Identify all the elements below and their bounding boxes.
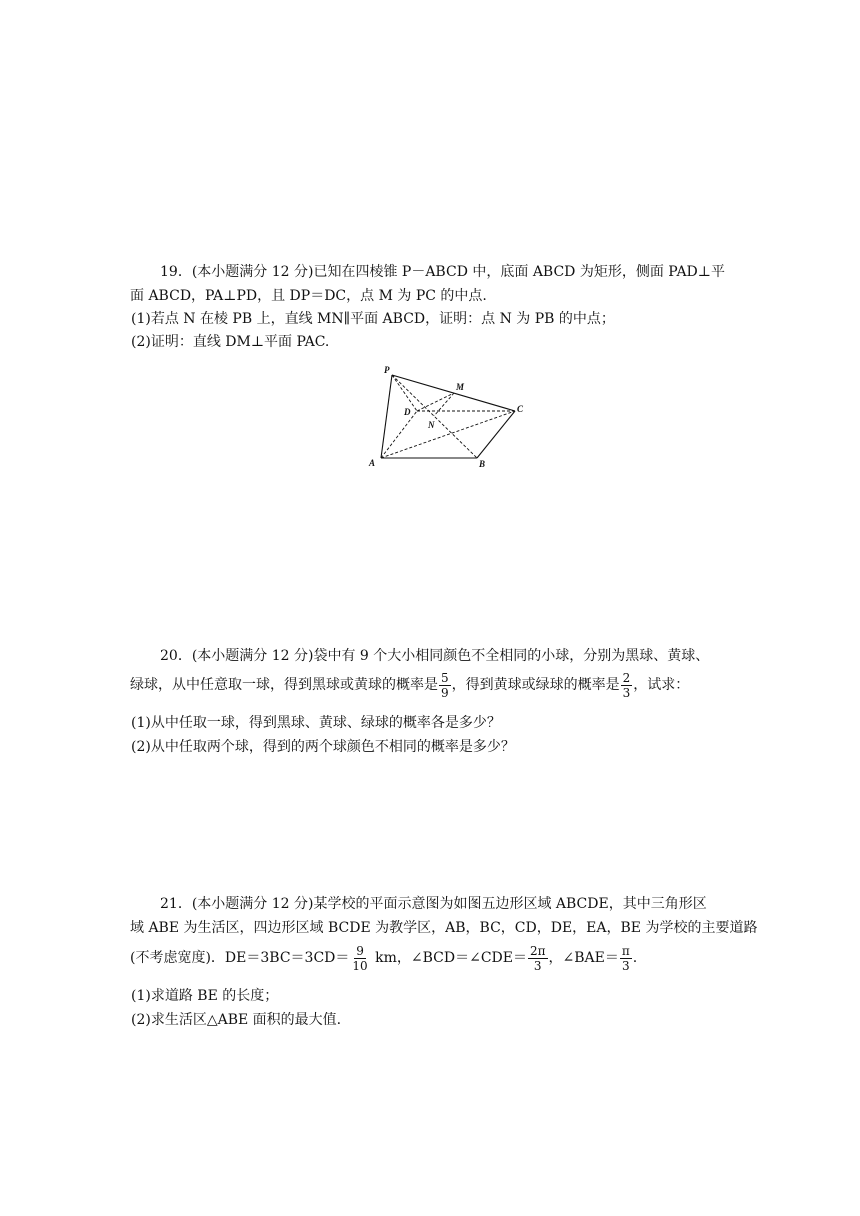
q19-part1: (1)若点 N 在棱 PB 上，直线 MN∥平面 ABCD，证明：点 N 为 PB 的中点； (131, 311, 615, 327)
fraction-numerator: 2π (529, 943, 546, 958)
label-b: B (479, 459, 486, 469)
q19-line2: 面 ABCD，PA⊥PD，且 DP＝DC，点 M 为 PC 的中点. (130, 288, 487, 304)
label-d: D (404, 407, 411, 417)
q21-text-b: km，∠BCD＝∠CDE＝ (370, 950, 527, 966)
label-c: C (517, 404, 524, 414)
q21-part2: (2)求生活区△ABE 面积的最大值. (131, 1012, 342, 1028)
q20-part1: (1)从中任取一球，得到黑球、黄球、绿球的概率各是多少？ (131, 715, 501, 731)
fraction-numerator: 5 (441, 670, 449, 685)
label-p: P (384, 365, 390, 375)
fraction-2pi-3 (528, 944, 548, 973)
q20-text-a: 绿球，从中任意取一球，得到黑球或黄球的概率是 (130, 677, 438, 693)
fraction-numerator: 2 (622, 670, 631, 685)
q21-text-c: ，∠BAE＝ (548, 950, 619, 966)
q19-line1: 19．(本小题满分 12 分)已知在四棱锥 P－ABCD 中，底面 ABCD 为矩形，侧面 PAD⊥平 (160, 264, 725, 280)
q20-line1: 20．(本小题满分 12 分)袋中有 9 个大小相同颜色不全相同的小球，分别为黑球、黄球、 (160, 648, 710, 664)
q20-text-c: ，试求： (633, 677, 690, 693)
fraction-denominator: 3 (622, 685, 631, 700)
fraction-denominator: 9 (441, 685, 449, 700)
label-a: A (369, 458, 376, 468)
q21-text-d: . (632, 950, 638, 966)
fraction-denominator: 3 (533, 958, 542, 973)
q20-line2 (130, 670, 689, 700)
fraction-denominator: 10 (352, 958, 368, 973)
fraction-numerator: π (621, 943, 630, 958)
label-n: N (428, 420, 435, 430)
fraction-denominator: 3 (622, 958, 630, 973)
fraction-5-9 (439, 671, 451, 700)
q20-text-b: ，得到黄球或绿球的概率是 (451, 677, 620, 693)
q21-part1: (1)求道路 BE 的长度； (131, 988, 279, 1004)
q21-text-a: (不考虑宽度)．DE＝3BC＝3CD＝ (130, 950, 350, 966)
q21-line3 (130, 942, 637, 974)
q21-line1: 21．(本小题满分 12 分)某学校的平面示意图为如图五边形区域 ABCDE，其中三角形区 (160, 896, 707, 912)
fraction-2-3 (621, 671, 633, 700)
pyramid-figure (360, 360, 530, 475)
fraction-pi-3 (620, 944, 632, 973)
fraction-numerator: 9 (356, 943, 364, 958)
q19-part2: (2)证明：直线 DM⊥平面 PAC. (131, 334, 330, 350)
fraction-9-10 (350, 944, 369, 973)
q20-part2: (2)从中任取两个球，得到的两个球颜色不相同的概率是多少？ (131, 739, 515, 755)
label-m: M (456, 382, 465, 392)
q21-line2: 域 ABE 为生活区，四边形区域 BCDE 为教学区，AB，BC，CD，DE，EA，BE 为学校的主要道路 (130, 920, 758, 936)
